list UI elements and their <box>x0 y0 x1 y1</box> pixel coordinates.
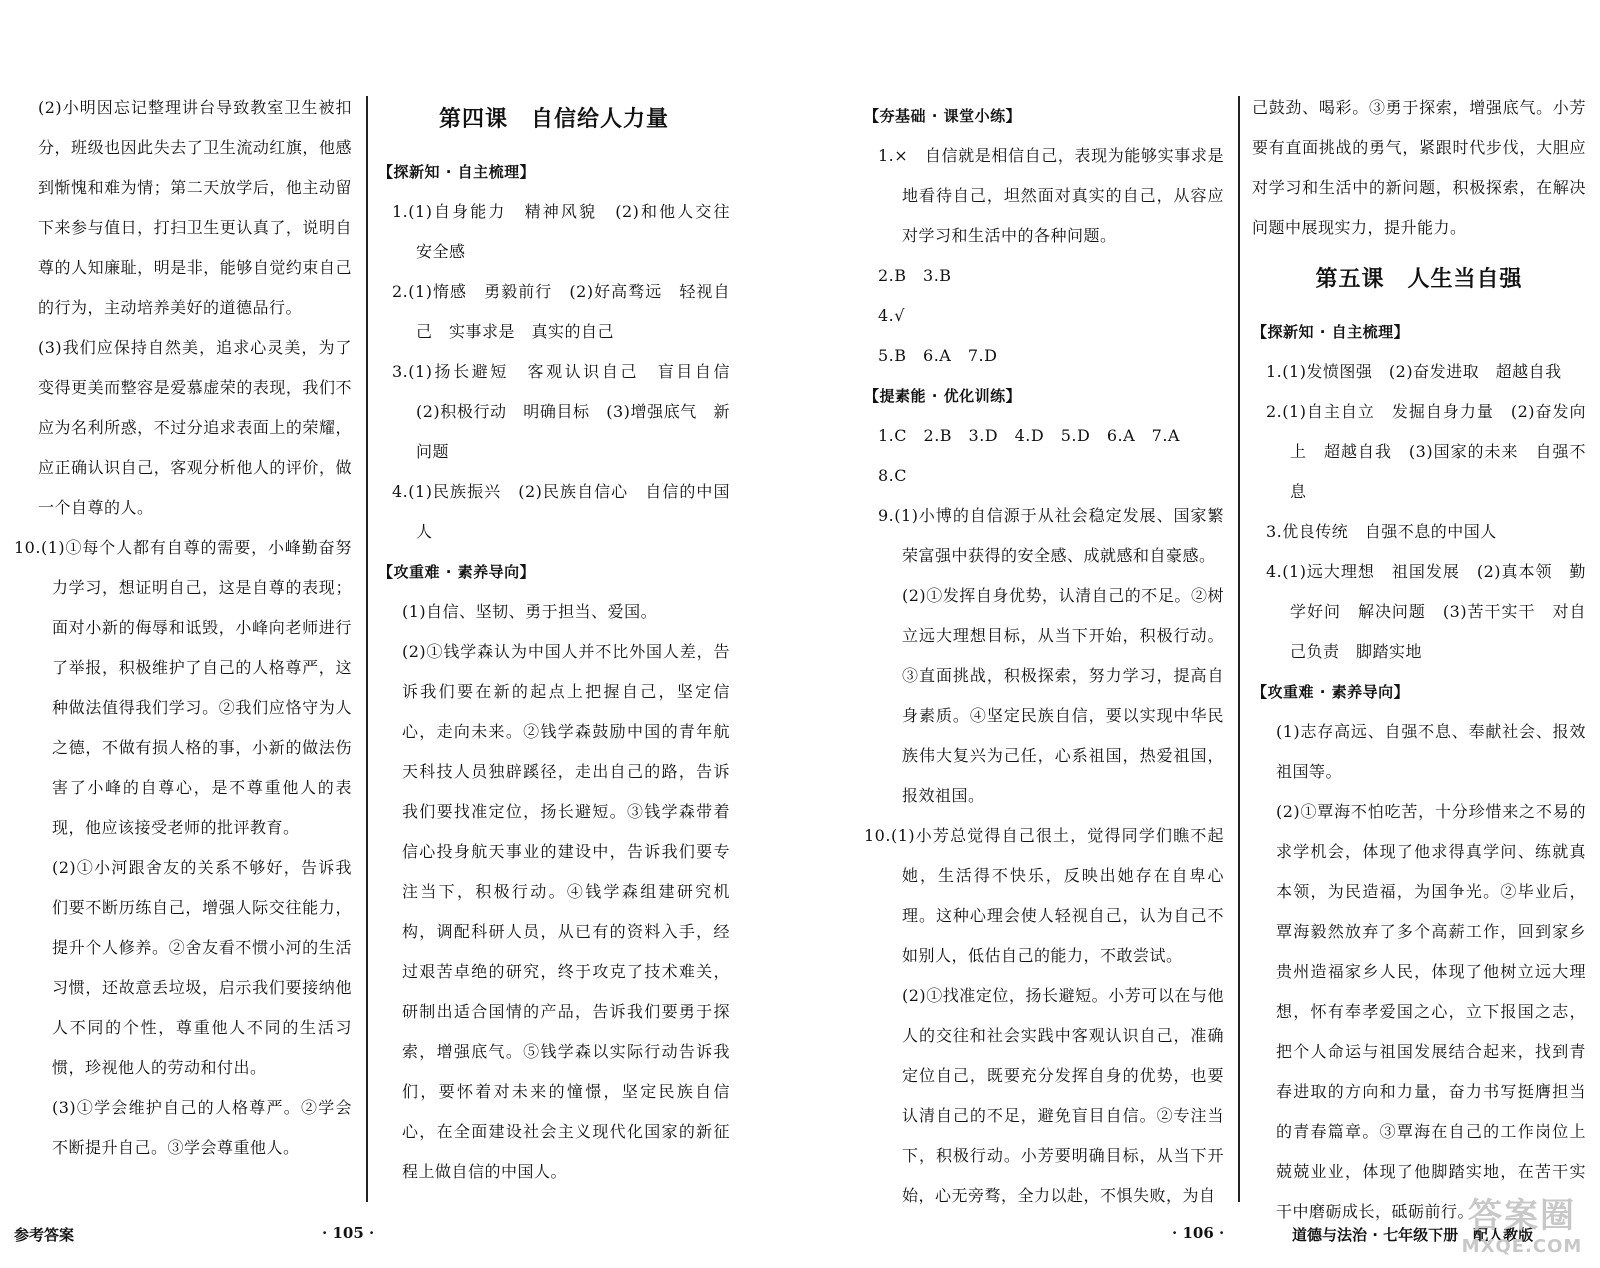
list-item: 5.B 6.A 7.D <box>878 346 998 365</box>
section-title-training: 【提素能 · 优化训练】 <box>864 387 1022 405</box>
lesson-4-title: 第四课 自信给人力量 <box>438 107 669 132</box>
list-item: 4.(1)远大理想 祖国发展 (2)真本领 勤学好问 解决问题 (3)苦干实干 对自己负责 脚踏实地 <box>1266 562 1586 661</box>
watermark-domain: MXQE.COM <box>1461 1236 1583 1257</box>
watermark <box>1452 1196 1592 1262</box>
column-3 <box>864 96 1224 1205</box>
footer-right-label: 道德与法治 · 七年级下册 配人教版 <box>1292 1226 1534 1244</box>
column-divider-right <box>1238 96 1240 1202</box>
section-title-key-points: 【攻重难 · 素养导向】 <box>1252 683 1410 701</box>
paragraph-q10-3: (3)①学会维护自己的人格尊严。②学会不断提升自己。③学会尊重他人。 <box>52 1098 352 1157</box>
list-item: (1)志存高远、自强不息、奉献社会、报效祖国等。 <box>1276 722 1586 781</box>
paragraph-q9-2: (2)①发挥自身优势，认清自己的不足。②树立远大理想目标，从当下开始，积极行动。③直面挑战，积极探索，努力学习，提高自身素质。④坚定民族自信，要以实现中华民族伟大复兴为己任，心系祖国，热爱祖国，报效祖国。 <box>902 586 1224 805</box>
list-item: 1.(1)发愤图强 (2)奋发进取 超越自我 <box>1266 362 1562 381</box>
list-item: 1.(1)自身能力 精神风貌 (2)和他人交往 安全感 <box>392 202 747 261</box>
paragraph-q10-1: 10.(1)①每个人都有自尊的需要，小峰勤奋努力学习，想证明自己，这是自尊的表现；面对小新的侮辱和诋毁，小峰向老师进行了举报，积极维护了自己的人格尊严，这种做法值得我们学习。②我们应恪守为人之德，不做有损人格的事，小新的做法伤害了小峰的自尊心，是不尊重他人的表现，他应该接受老师的批评教育。 <box>14 538 352 837</box>
list-item: 2.(1)自主自立 发掘自身力量 (2)奋发向上 超越自我 (3)国家的未来 自强不息 <box>1266 402 1586 501</box>
column-2 <box>378 88 747 1181</box>
list-item: (2)①覃海不怕吃苦，十分珍惜来之不易的求学机会，体现了他求得真学问、练就真本领，为民造福，为国争光。②毕业后，覃海毅然放弃了多个高薪工作，回到家乡贵州造福家乡人民，体现了他树立远大理想，怀有奉孝爱国之心，立下报国之志，把个人命运与祖国发展结合起来，找到青春进取的方向和力量，奋力书写挺膺担当的青春篇章。③覃海在自己的工作岗位上兢兢业业，体现了他脚踏实地，在苦干实干中磨砺成长，砥砺前行。 <box>1276 802 1586 1221</box>
column-divider-left <box>366 96 368 1202</box>
paragraph-q9-3: (3)我们应保持自然美，追求心灵美，为了变得更美而整容是爱慕虚荣的表现，我们不应为名利所惑，不过分追求表面上的荣耀，应正确认识自己，客观分析他人的评价，做一个自尊的人。 <box>38 338 352 517</box>
list-item: 2.(1)惰感 勇毅前行 (2)好高骛远 轻视自己 实事求是 真实的自己 <box>392 282 730 341</box>
footer-left-label: 参考答案 <box>14 1226 75 1244</box>
list-item: 2.B 3.B <box>878 266 952 285</box>
section-title-explore: 【探新知 · 自主梳理】 <box>1252 323 1410 341</box>
lesson-5-title: 第五课 人生当自强 <box>1315 267 1523 292</box>
paragraph-q10-2: (2)①小河跟舍友的关系不够好，告诉我们要不断历练自己，增强人际交往能力，提升个人修养。②舍友看不惯小河的生活习惯，还故意丢垃圾，启示我们要接纳他人不同的个性，尊重他人不同的生活习惯，珍视他人的劳动和付出。 <box>52 858 352 1077</box>
watermark-logo-text: 答案圈 <box>1468 1196 1576 1236</box>
answer-line: 8.C <box>878 466 908 485</box>
paragraph-q9-2: (2)小明因忘记整理讲台导致教室卫生被扣分，班级也因此失去了卫生流动红旗，他感到惭愧和难为情；第二天放学后，他主动留下来参与值日，打扫卫生更认真了，说明自尊的人知廉耻，明是非，能够自觉约束自己的行为，主动培养美好的道德品行。 <box>38 98 352 317</box>
section-title-key-points: 【攻重难 · 素养导向】 <box>378 563 536 581</box>
paragraph-q10-2: (2)①找准定位，扬长避短。小芳可以在与他人的交往和社会实践中客观认识自己，准确定位自己，既要充分发挥自身的优势，也要认清自己的不足，避免盲目自信。②专注当下，积极行动。小芳要明确目标，从当下开始，心无旁骛，全力以赴，不惧失败，为自 <box>902 986 1224 1205</box>
section-title-explore: 【探新知 · 自主梳理】 <box>378 163 536 181</box>
page-number-106: · 106 · <box>1172 1224 1225 1242</box>
list-item: 4.(1)民族振兴 (2)民族自信心 自信的中国人 <box>392 482 730 541</box>
answer-line: 1.C 2.B 3.D 4.D 5.D 6.A 7.A <box>878 426 1180 445</box>
list-item: 1.× 自信就是相信自己，表现为能够实事求是地看待自己，坦然面对真实的自己，从容应对学习和生活中的各种问题。 <box>878 146 1224 245</box>
paragraph-q10-1: 10.(1)小芳总觉得自己很土，觉得同学们瞧不起她，生活得不快乐，反映出她存在自卑心理。这种心理会使人轻视自己，认为自己不如别人，低估自己的能力，不敢尝试。 <box>864 826 1224 965</box>
list-item: (2)①钱学森认为中国人并不比外国人差，告诉我们要在新的起点上把握自己，坚定信心，走向未来。②钱学森鼓励中国的青年航天科技人员独辟蹊径，走出自己的路，告诉我们要找准定位，扬长避短。③钱学森带着信心投身航天事业的建设中，告诉我们要专注当下，积极行动。④钱学森组建研究机构，调配科研人员，从已有的资料入手，经过艰苦卓绝的研究，终于攻克了技术难关，研制出适合国情的产品，告诉我们要勇于探索，增强底气。⑤钱学森以实际行动告诉我们，要怀着对未来的憧憬，坚定民族自信心，在全面建设社会主义现代化国家的新征程上做自信的中国人。 <box>402 642 730 1181</box>
paragraph-continued: 己鼓劲、喝彩。③勇于探索，增强底气。小芳要有直面挑战的勇气，紧跟时代步伐，大胆应对学习和生活中的新问题，积极探索，在解决问题中展现实力，提升能力。 <box>1252 98 1586 237</box>
column-1 <box>14 88 352 1157</box>
list-item: 3.优良传统 自强不息的中国人 <box>1266 522 1497 541</box>
list-item: 3.(1)扬长避短 客观认识自己 盲目自信 (2)积极行动 明确目标 (3)增强底气 新问题 <box>392 362 747 461</box>
list-item: (1)自信、坚韧、勇于担当、爱国。 <box>402 602 658 621</box>
paragraph-q9-1: 9.(1)小博的自信源于从社会稳定发展、国家繁荣富强中获得的安全感、成就感和自豪感。 <box>878 506 1224 565</box>
list-item: 4.√ <box>878 306 905 325</box>
section-title-basics: 【夯基础 · 课堂小练】 <box>864 107 1022 125</box>
page-number-105: · 105 · <box>322 1224 375 1242</box>
